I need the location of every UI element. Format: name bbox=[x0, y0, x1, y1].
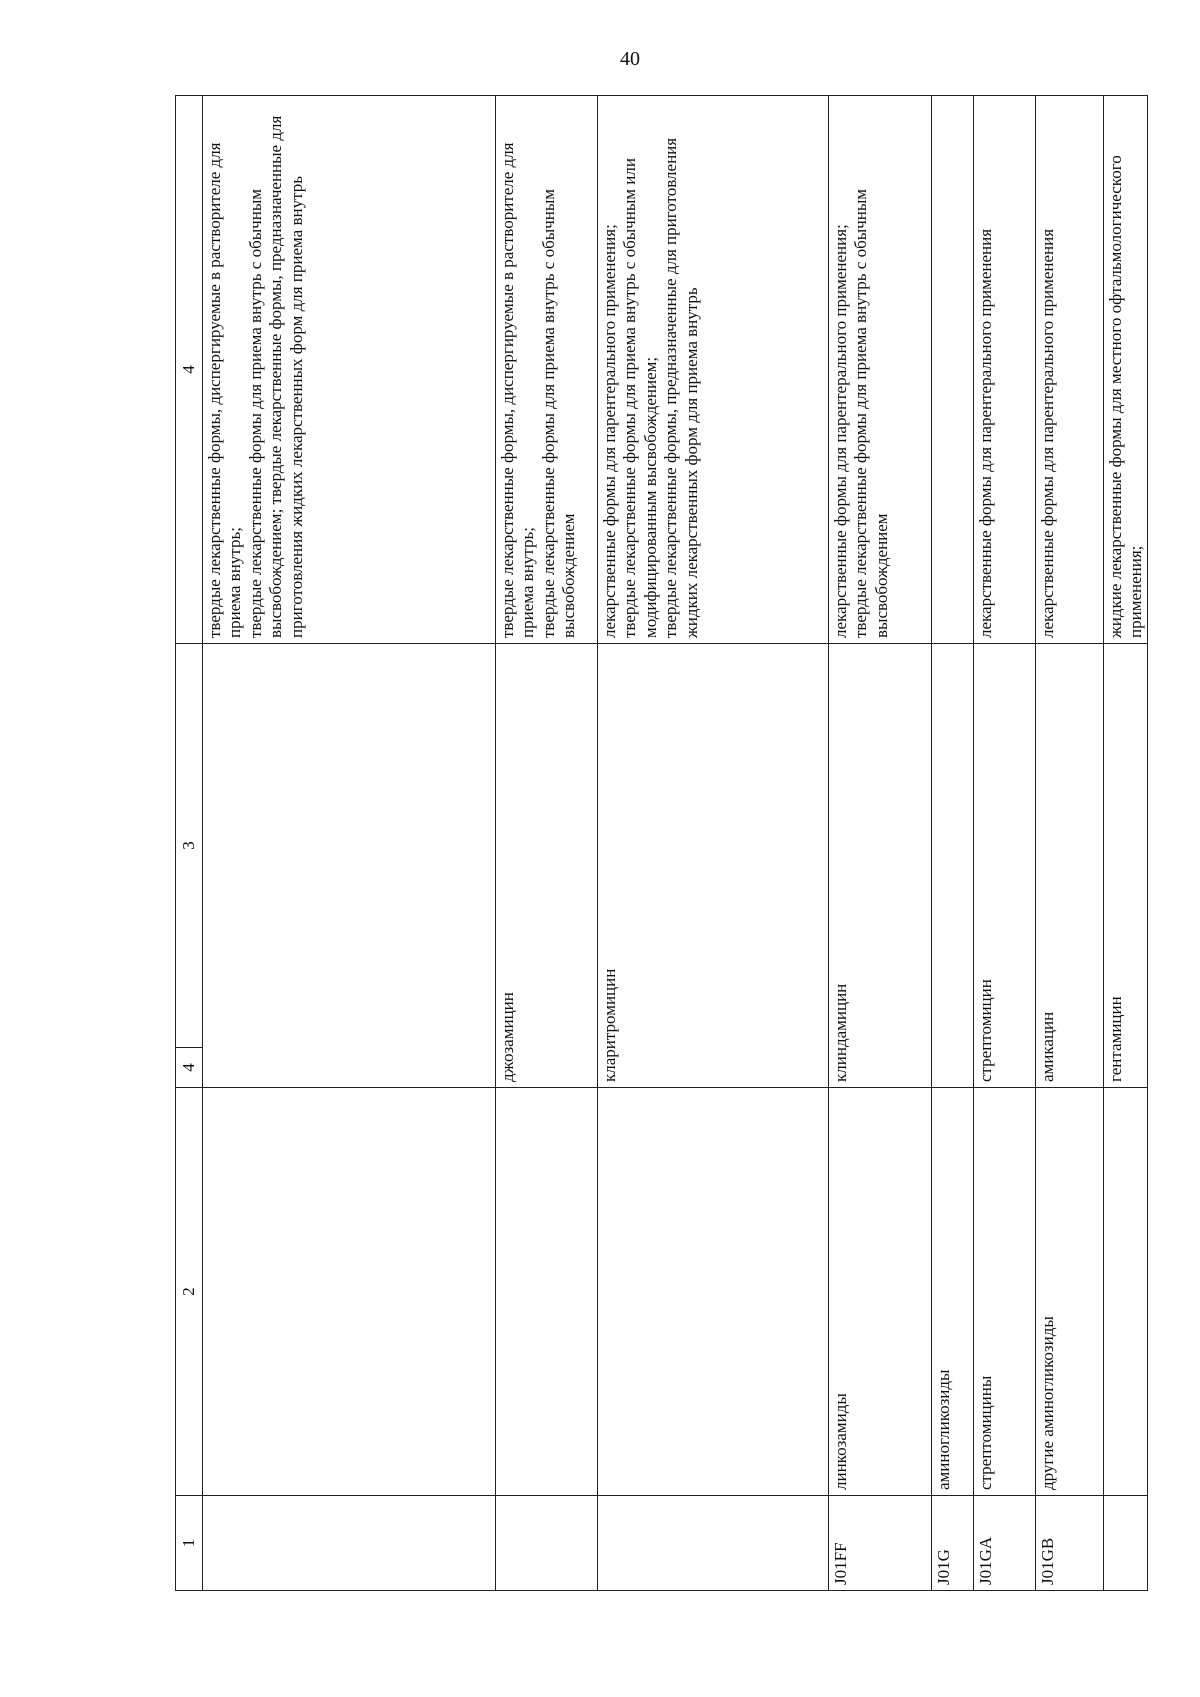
drug-cell: джозамицин bbox=[496, 644, 598, 1088]
code-cell bbox=[203, 1496, 496, 1591]
table-row bbox=[203, 96, 496, 1591]
group-cell: аминогликозиды bbox=[932, 1088, 974, 1496]
table-row bbox=[1104, 96, 1148, 1591]
drug-cell: кларитромицин bbox=[598, 644, 829, 1088]
drug-cell bbox=[203, 644, 496, 1088]
group-cell: линкозамиды bbox=[829, 1088, 932, 1496]
code-cell bbox=[598, 1496, 829, 1591]
drug-cell: клиндамицин bbox=[829, 644, 932, 1088]
group-cell bbox=[1104, 1088, 1148, 1496]
form-line: лекарственные формы для парентерального применения bbox=[1038, 228, 1057, 638]
group-cell bbox=[496, 1088, 598, 1496]
form-line: лекарственные формы для парентерального применения; bbox=[600, 224, 619, 638]
group-cell: стрептомицины bbox=[974, 1088, 1036, 1496]
drug-cell: амикацин bbox=[1036, 644, 1104, 1088]
table-row bbox=[1036, 96, 1104, 1591]
header-row bbox=[176, 96, 203, 1591]
code-cell: J01G bbox=[932, 1496, 974, 1591]
forms-cell bbox=[598, 96, 829, 644]
forms-cell bbox=[932, 96, 974, 644]
form-line: твердые лекарственные формы для приема внутрь с обычным высвобождением bbox=[538, 188, 579, 638]
form-line: жидкие лекарственные формы для местного офтальмологического применения; bbox=[1106, 155, 1146, 638]
table-row bbox=[598, 96, 829, 1591]
form-line: твердые лекарственные формы для приема внутрь с обычным высвобождением bbox=[851, 188, 891, 638]
group-cell: другие аминогликозиды bbox=[1036, 1088, 1104, 1496]
forms-cell bbox=[203, 96, 496, 644]
forms-cell bbox=[1036, 96, 1104, 644]
drug-cell: стрептомицин bbox=[974, 644, 1036, 1088]
rotated-table-container bbox=[175, 96, 1146, 1591]
table-row bbox=[829, 96, 932, 1591]
code-cell bbox=[1104, 1496, 1148, 1591]
header-cell-col4: 3 bbox=[176, 644, 203, 1048]
drug-cell: гентамицин bbox=[1104, 644, 1148, 1088]
form-line: лекарственные формы для парентерального применения; bbox=[831, 224, 850, 638]
code-cell bbox=[496, 1496, 598, 1591]
header-cell-col2: 2 bbox=[176, 1088, 203, 1496]
forms-cell bbox=[496, 96, 598, 644]
group-cell bbox=[598, 1088, 829, 1496]
group-cell bbox=[203, 1088, 496, 1496]
form-line: твердые лекарственные формы, предназначенные для приготовления жидких лекарственных форм для приема внутрь bbox=[661, 137, 701, 638]
header-cell-col3-extra: 4 bbox=[176, 1048, 203, 1088]
page-number: 40 bbox=[620, 48, 640, 70]
form-line: твердые лекарственные формы, диспергируемые в растворителе для приема внутрь; bbox=[498, 142, 538, 638]
form-line: твердые лекарственные формы для приема внутрь с обычным высвобождением; твердые лекарственные формы, предназначенные для приготовления жидких лекарственных форм для приема внутрь bbox=[245, 115, 306, 638]
table-row bbox=[974, 96, 1036, 1591]
header-cell-col1: 1 bbox=[176, 1496, 203, 1591]
forms-cell bbox=[829, 96, 932, 644]
form-line: твердые лекарственные формы для приема внутрь с обычным или модифицированным высвобождением; bbox=[620, 158, 660, 638]
code-cell: J01FF bbox=[829, 1496, 932, 1591]
header-cell-col5: 4 bbox=[176, 96, 203, 644]
code-cell: J01GB bbox=[1036, 1496, 1104, 1591]
form-line: лекарственные формы для парентерального применения bbox=[976, 228, 995, 638]
table-row bbox=[496, 96, 598, 1591]
forms-cell bbox=[1104, 96, 1148, 644]
forms-cell bbox=[974, 96, 1036, 644]
table-row bbox=[932, 96, 974, 1591]
code-cell: J01GA bbox=[974, 1496, 1036, 1591]
form-line: твердые лекарственные формы, диспергируемые в растворителе для приема внутрь; bbox=[205, 142, 245, 638]
medication-table bbox=[175, 95, 1148, 1591]
drug-cell bbox=[932, 644, 974, 1088]
